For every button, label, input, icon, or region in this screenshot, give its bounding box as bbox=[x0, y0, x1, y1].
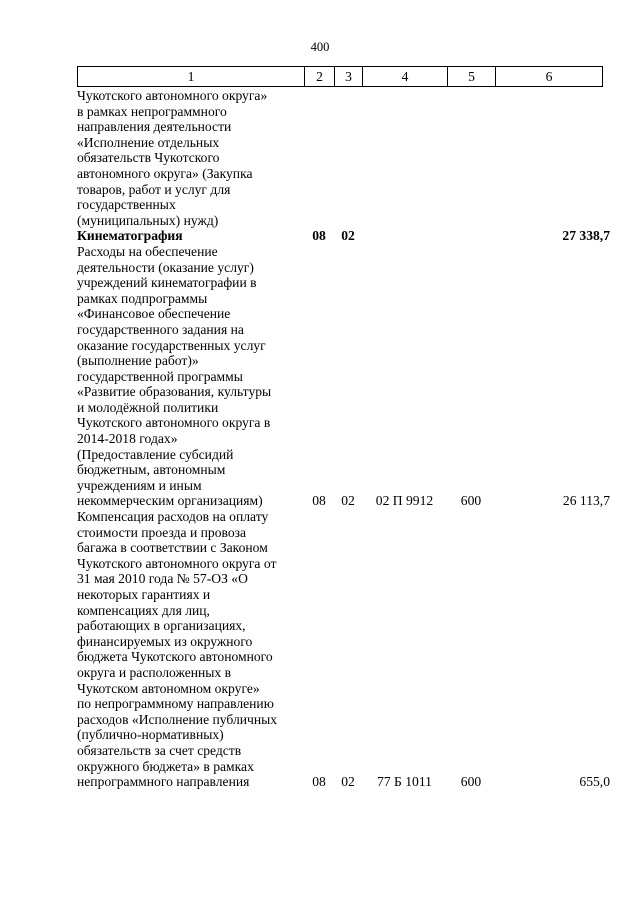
table-row bbox=[77, 88, 610, 228]
description-line: (выполнение работ)» bbox=[77, 353, 199, 369]
subsection-code: 02 bbox=[341, 493, 355, 509]
description-line: работающих в организациях, bbox=[77, 618, 246, 634]
expense-type-code: 600 bbox=[460, 774, 482, 790]
description-line: расходов «Исполнение публичных bbox=[77, 711, 278, 727]
description-line: некоторых гарантиях и bbox=[77, 587, 211, 602]
description-line: Чукотском автономном округе» bbox=[77, 680, 260, 696]
column-header-row bbox=[78, 67, 603, 87]
column-header-6: 6 bbox=[496, 67, 603, 87]
description-line: бюджетным, автономным bbox=[77, 462, 226, 478]
description-line: багажа в соответствии с Законом bbox=[77, 540, 268, 556]
target-article-code: 77 Б 1011 bbox=[377, 774, 432, 790]
description-line: учреждениям и иным bbox=[77, 477, 202, 493]
column-header-5: 5 bbox=[448, 67, 496, 87]
column-header-2: 2 bbox=[305, 67, 335, 87]
table-row bbox=[77, 509, 610, 790]
row-description bbox=[77, 509, 304, 790]
section-code: 08 bbox=[312, 493, 326, 509]
table-body bbox=[77, 88, 610, 790]
description-line: окружного бюджета» в рамках bbox=[77, 758, 254, 774]
description-line: стоимости проезда и провоза bbox=[77, 524, 247, 540]
row-description bbox=[77, 244, 304, 509]
row-description bbox=[77, 88, 304, 228]
description-line: 2014-2018 годах» bbox=[77, 431, 178, 447]
section-code: 08 bbox=[312, 774, 326, 790]
description-line: деятельности (оказание услуг) bbox=[77, 259, 254, 275]
column-header-3: 3 bbox=[335, 67, 363, 87]
page-number: 400 bbox=[310, 40, 330, 54]
description-line: округа и расположенных в bbox=[77, 664, 232, 680]
column-header-4: 4 bbox=[363, 67, 448, 87]
description-line: Чукотского автономного округа от bbox=[77, 555, 277, 571]
subsection-code: 02 bbox=[341, 774, 355, 790]
description-line: государственного задания на bbox=[77, 321, 244, 337]
column-header-table bbox=[77, 66, 603, 87]
description-line: непрограммного направления bbox=[77, 774, 250, 790]
description-line: финансируемых из окружного bbox=[77, 633, 253, 649]
description-line: и молодёжной политики bbox=[77, 399, 219, 415]
description-line: «Развитие образования, культуры bbox=[77, 384, 272, 400]
description-line: Кинематография bbox=[77, 228, 183, 244]
amount: 27 338,7 bbox=[562, 228, 610, 244]
description-line: обязательств за счет средств bbox=[77, 742, 242, 758]
row-description bbox=[77, 228, 304, 244]
amount: 26 113,7 bbox=[562, 493, 610, 509]
description-line: государственных bbox=[77, 197, 176, 213]
description-line: автономного округа» (Закупка bbox=[77, 165, 253, 181]
description-line: Чукотского автономного округа в bbox=[77, 415, 271, 431]
description-line: обязательств Чукотского bbox=[77, 150, 220, 166]
subsection-code: 02 bbox=[341, 228, 355, 244]
amount: 655,0 bbox=[579, 774, 610, 790]
description-line: в рамках непрограммного bbox=[77, 103, 227, 119]
description-line: (публично-нормативных) bbox=[77, 727, 224, 743]
description-line: (Предоставление субсидий bbox=[77, 446, 234, 462]
description-line: «Исполнение отдельных bbox=[77, 134, 220, 150]
description-line: товаров, работ и услуг для bbox=[77, 181, 231, 197]
description-line: оказание государственных услуг bbox=[77, 337, 266, 353]
target-article-code: 02 П 9912 bbox=[375, 493, 434, 509]
section-code: 08 bbox=[312, 228, 326, 244]
column-header-1: 1 bbox=[78, 67, 305, 87]
table-row bbox=[77, 244, 610, 509]
description-line: 31 мая 2010 года № 57-ОЗ «О bbox=[77, 571, 248, 587]
description-line: государственной программы bbox=[77, 368, 243, 384]
description-line: Расходы на обеспечение bbox=[77, 243, 218, 259]
description-line: бюджета Чукотского автономного bbox=[77, 649, 273, 665]
description-line: Чукотского автономного округа» bbox=[77, 88, 268, 103]
description-line: учреждений кинематографии в bbox=[77, 275, 257, 291]
description-line: рамках подпрограммы bbox=[77, 290, 208, 306]
expense-type-code: 600 bbox=[460, 493, 482, 509]
description-line: компенсациях для лиц, bbox=[77, 602, 210, 618]
description-line: «Финансовое обеспечение bbox=[77, 306, 231, 322]
description-line: (муниципальных) нужд) bbox=[77, 212, 219, 228]
description-line: по непрограммному направлению bbox=[77, 696, 274, 712]
description-line: направления деятельности bbox=[77, 119, 232, 135]
table-row bbox=[77, 228, 610, 244]
description-line: Компенсация расходов на оплату bbox=[77, 509, 269, 525]
description-line: некоммерческим организациям) bbox=[77, 493, 263, 509]
